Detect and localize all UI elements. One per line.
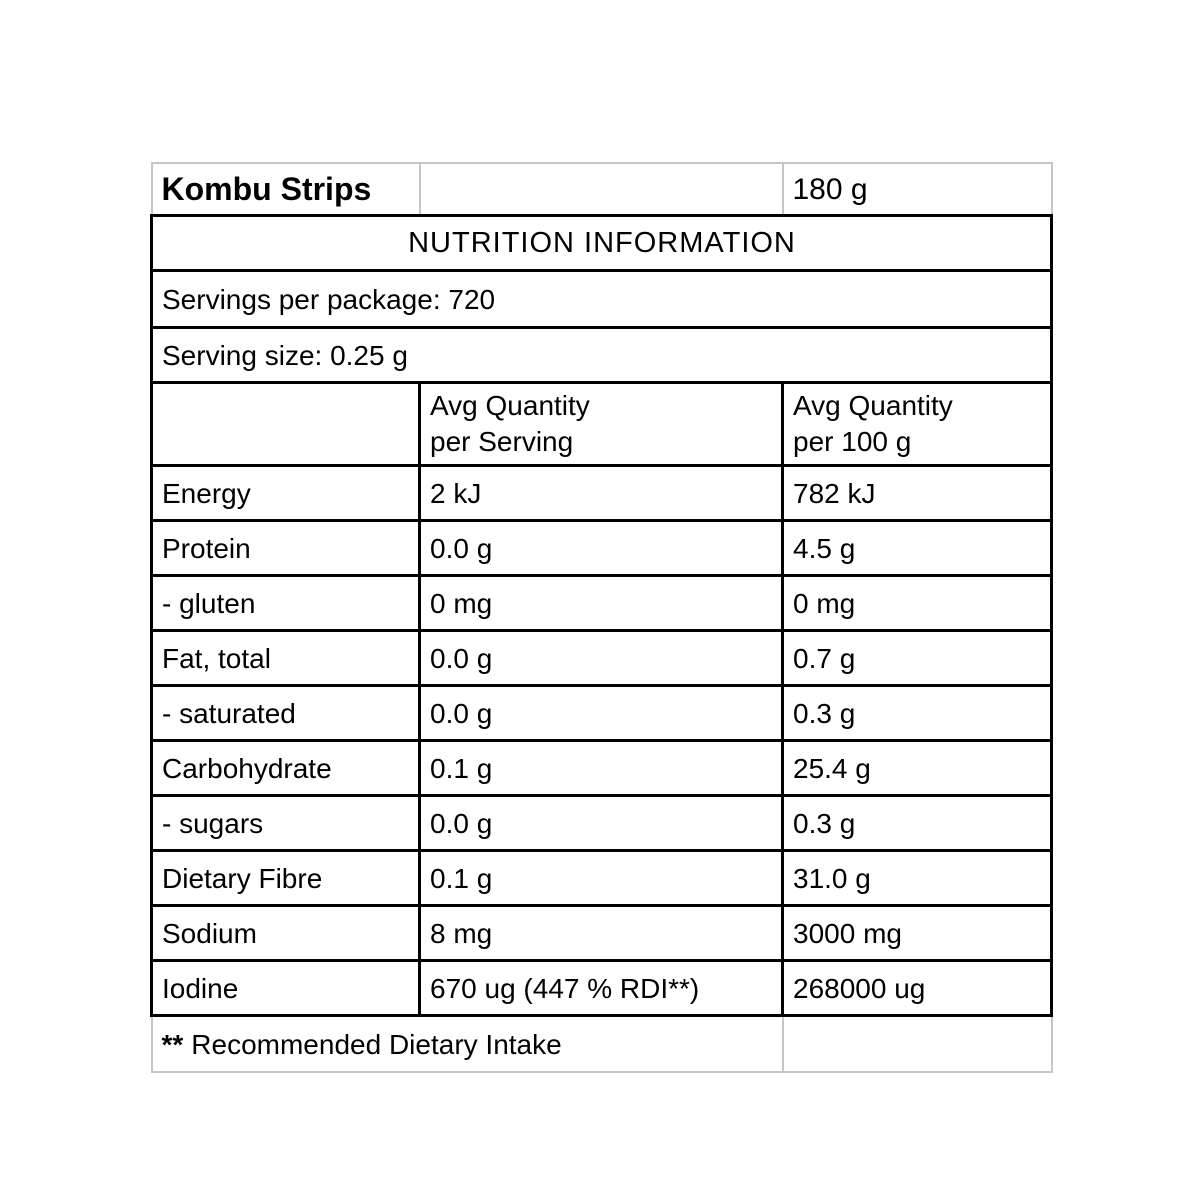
- per-serving-value: 0.1 g: [420, 851, 783, 906]
- table-row-dietary-fibre: [152, 851, 1052, 906]
- nutrient-name-cell: - gluten: [152, 576, 420, 631]
- per-serving-header-line2: per Serving: [430, 426, 574, 458]
- per-100g-header-line1: Avg Quantity: [793, 389, 953, 421]
- nutrient-name-cell: Protein: [152, 521, 420, 576]
- per-serving-value: 0.0 g: [420, 521, 783, 576]
- per-100g-value: 0.7 g: [783, 631, 1052, 686]
- servings-row: [152, 270, 1052, 327]
- per-serving-value: 0 mg: [420, 576, 783, 631]
- per-serving-value: 670 ug (447 % RDI**): [420, 961, 783, 1016]
- per-serving-column-header: [420, 382, 783, 466]
- per-serving-value: 0.0 g: [420, 631, 783, 686]
- table-row-saturated: [152, 686, 1052, 741]
- column-header-row: [152, 382, 1052, 466]
- per-100g-value: 3000 mg: [783, 906, 1052, 961]
- nutrient-name-cell: Carbohydrate: [152, 741, 420, 796]
- per-serving-value: 0.0 g: [420, 796, 783, 851]
- table-row-sugars: [152, 796, 1052, 851]
- nutrient-column-header-empty: [152, 382, 420, 466]
- servings-per-package: Servings per package: 720: [152, 270, 1052, 327]
- per-100g-header-line2: per 100 g: [793, 426, 912, 458]
- table-row-fat-total: [152, 631, 1052, 686]
- per-100g-value: 782 kJ: [783, 466, 1052, 521]
- per-serving-value: 8 mg: [420, 906, 783, 961]
- nutrient-name-cell: Fat, total: [152, 631, 420, 686]
- table-row-carbohydrate: [152, 741, 1052, 796]
- panel-title: NUTRITION INFORMATION: [152, 215, 1052, 270]
- product-row: [152, 163, 1052, 215]
- per-100g-value: 25.4 g: [783, 741, 1052, 796]
- table-row-sodium: [152, 906, 1052, 961]
- nutrient-name-cell: Energy: [152, 466, 420, 521]
- per-100g-value: 268000 ug: [783, 961, 1052, 1016]
- panel-title-row: [152, 215, 1052, 270]
- nutrient-name-cell: Iodine: [152, 961, 420, 1016]
- per-100g-value: 0.3 g: [783, 796, 1052, 851]
- per-serving-value: 0.0 g: [420, 686, 783, 741]
- per-serving-value: 2 kJ: [420, 466, 783, 521]
- table-row-iodine: [152, 961, 1052, 1016]
- table-row-energy: [152, 466, 1052, 521]
- nutrition-table: [150, 162, 1053, 1073]
- per-serving-value: 0.1 g: [420, 741, 783, 796]
- serving-size: Serving size: 0.25 g: [152, 327, 1052, 382]
- per-100g-value: 0 mg: [783, 576, 1052, 631]
- product-weight: 180 g: [783, 163, 1052, 215]
- serving-size-row: [152, 327, 1052, 382]
- footnote-text: Recommended Dietary Intake: [191, 1029, 562, 1061]
- nutrient-name-cell: - sugars: [152, 796, 420, 851]
- product-spacer-cell: [420, 163, 783, 215]
- footnote-marker: **: [161, 1029, 184, 1061]
- per-100g-column-header: [783, 382, 1052, 466]
- table-row-protein: [152, 521, 1052, 576]
- nutrient-name-cell: Sodium: [152, 906, 420, 961]
- footnote-row: [152, 1016, 1052, 1072]
- per-100g-value: 31.0 g: [783, 851, 1052, 906]
- nutrition-label: [150, 162, 1053, 1073]
- nutrient-name-cell: - saturated: [152, 686, 420, 741]
- per-serving-header-line1: Avg Quantity: [430, 389, 590, 421]
- footnote-cell: [152, 1016, 783, 1072]
- table-row-gluten: [152, 576, 1052, 631]
- per-100g-value: 4.5 g: [783, 521, 1052, 576]
- footnote-spacer-cell: [783, 1016, 1052, 1072]
- per-100g-value: 0.3 g: [783, 686, 1052, 741]
- product-name: Kombu Strips: [152, 163, 420, 215]
- nutrient-name-cell: Dietary Fibre: [152, 851, 420, 906]
